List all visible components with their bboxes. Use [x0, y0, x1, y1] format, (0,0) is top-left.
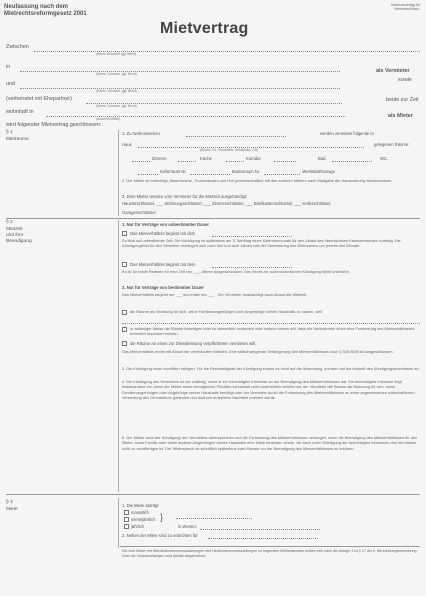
s3-in-worten: in Worten: [178, 524, 198, 529]
s3-in-worten-line[interactable] [200, 529, 320, 530]
s3-footer-text: Die vom Mieter mit Betriebskostenvorauszahlungen und Heizkostenvorauszahlungen zu tragenden Betriebskosten richten sich nach der Anlage 3 zu § 27 der II. Berechnungsverordnung. Über die Vorauszahlungen wird jährlich abgerechnet. [122, 549, 418, 558]
header-left [4, 4, 87, 18]
s2-b-text2: Das Mietverhältnis endet mit Ablauf der vereinbarten Mietzeit. Eine stillschweigende Verlängerung des Mietverhältnisses nach § 545 BGB ist ausgeschlossen. [122, 349, 394, 354]
s2-divider [118, 220, 119, 492]
s1-bad: Bad, [318, 156, 327, 161]
s1-item2: 2. Der Mieter ist berechtigt, Waschküche, Trockenboden und Hof gemeinschaftlich mit den anderen Mietern nach Maßgabe der Hausordnung mitzubenutzen. [122, 178, 393, 183]
s2-d: 4. Die Kündigung des Vermieters ist nur zulässig, wenn er ein berechtigtes Interesse an der Beendigung des Mietverhältnisses hat. Ein berechtigtes Interesse liegt insbesondere vor, wenn der Mieter seine vertraglichen Pflichten schuldhaft nicht unerheblich verletzt hat, der Vermieter die Räume als Wohnung für sich, seine Familienangehörigen oder Angehörige seines Haushalts benötigt oder der Vermieter durch die Fortsetzung des Mietverhältnisses an einer angemessenen wirtschaftlichen Verwertung des Grundstücks gehindert und dadurch erhebliche Nachteile erleiden würde. [122, 379, 415, 401]
s2-b-checkbox2[interactable] [122, 327, 127, 332]
s2-num: § 2 [6, 220, 13, 225]
header-left-line2: Mietrechtsreformgesetz 2001 [4, 11, 87, 17]
s1-haus-hint: (Straße, Nr., Stockwerk, rechts/links, Ort) [200, 148, 258, 152]
s2-b-checkbox3[interactable] [122, 341, 127, 346]
s1-item1-right: werden vermietet folgende in [320, 131, 374, 136]
bad-field-pre[interactable] [274, 161, 296, 162]
s3-footer-rule [120, 546, 420, 547]
s2-a2-box-label: Das Mietverhältnis beginnt mit dem [130, 262, 196, 267]
s2-a2-checkbox[interactable] [122, 262, 127, 267]
bad-field[interactable] [332, 161, 372, 162]
keller-field[interactable] [190, 174, 230, 175]
boden-field[interactable] [264, 174, 300, 175]
s3-jaehrlich-checkbox[interactable] [124, 524, 129, 529]
korridor-field[interactable] [226, 161, 244, 162]
s1-keys: Haustürschlüssel, ___ Wohnungsschlüssel, ___ Zimmerschlüssel, ___ Briefkastenschlüssel, ___ Kellerschlüssel [122, 201, 331, 206]
s2-b-text: Das Mietverhältnis beginnt am ___ und endet am ___ . Der Vermieter beabsichtigt nach Ablauf der Mietzeit [122, 292, 307, 297]
s3-jaehrlich: jährlich [131, 524, 145, 529]
s1-wc: WC, [380, 156, 389, 161]
s3-brace: } [160, 512, 164, 522]
s1-boden: Bodenraum Nr. [232, 169, 261, 174]
vermieter-address-line[interactable] [20, 71, 340, 72]
between-label: Zwischen [6, 44, 29, 50]
hint-vermieter-name: (Name, Vorname, ggf. Beruf) [96, 72, 137, 76]
header-left-line1: Neufassung nach dem [4, 4, 69, 10]
s3-vierteljaehrlich: vierteljährlich [131, 517, 156, 522]
s3-item1: 1. Die Miete beträgt [122, 503, 159, 508]
s3-vierteljaehrlich-checkbox[interactable] [124, 517, 129, 522]
s2-a-date-line[interactable] [212, 236, 292, 237]
sowie: sowie [398, 77, 412, 83]
s1-gelegenen: gelegenen Räume: [374, 142, 410, 147]
s2-a-text: Es läuft auf unbestimmte Zeit. Die Kündigung ist spätestens am 3. Werktag eines Kalendermonats für den Ablauf des übernächsten Kalendermonats zulässig. Die Kündigungsfrist für den Vermieter verlängert sich nach fünf und acht Jahren seit der Überlassung des Wohnraums um jeweils drei Monate. [122, 238, 401, 249]
s1-keller: Kellerraum Nr. [160, 169, 187, 174]
s2-b-heading: 2. Nur für Verträge von bestimmter Dauer [122, 285, 204, 290]
keller-field-pre[interactable] [138, 174, 158, 175]
s2-b-checkbox1[interactable] [122, 310, 127, 315]
s2-a-box-label: Das Mietverhältnis beginnt mit dem [130, 231, 196, 236]
s3-nebenkosten-line[interactable] [208, 538, 318, 539]
beide-zur-zeit: beide zur Zeit [386, 97, 419, 103]
s1-korridor: Korridor [246, 156, 261, 161]
s1-garage: , Werkstatt/Garage [300, 169, 336, 174]
s2-b-box1-label: die Räume als Wohnung für sich, seine Familienangehörigen oder Angehörige seines Haushalts zu nutzen, weil [130, 309, 323, 314]
s3-title: Miete [6, 507, 18, 512]
s2-separator [6, 218, 420, 219]
hint-mieter-name: (Name, Vorname, ggf. Beruf) [96, 89, 137, 93]
s1-garage-keys: Garagenschlüssel [122, 210, 156, 215]
s3-miete-amount-line[interactable] [176, 518, 252, 519]
zimmer-field[interactable] [132, 161, 150, 162]
mieter-name-line[interactable] [20, 88, 340, 89]
kueche-field[interactable] [178, 161, 196, 162]
hint-anschrift: (Anschrift Mieter) [96, 117, 121, 121]
s3-num: § 3 [6, 500, 13, 505]
s2-title2: und ihre [6, 233, 24, 238]
s2-c: 3. Die Kündigung muss schriftlich erfolgen. Für die Rechtzeitigkeit der Kündigung kommt es nicht auf die Absendung, sondern auf die Ankunft des Kündigungsschreibens an. [122, 366, 420, 371]
als-mieter: als Mieter [388, 113, 413, 119]
s3-item2: 2. Neben der Miete sind zu entrichten für [122, 533, 198, 538]
vermieter-name-line[interactable] [34, 51, 420, 52]
verheiratet-label: (verheiratet mit Ehepartner) [6, 96, 72, 102]
s1-item1: 1. Zu Wohnzwecken [122, 131, 160, 136]
header-right-line1: Vordruckverlag für [390, 3, 420, 7]
s2-b-box3-label: die Räume an einen zur Dienstleistung Verpflichteten vermieten will. [130, 341, 257, 346]
s1-zweck-line[interactable] [186, 136, 286, 137]
s2-e: 5. Der Mieter kann der Kündigung des Vermieters widersprechen und die Fortsetzung des Mietverhältnisses verlangen, wenn die Beendigung des Mietverhältnisses für den Mieter, seine Familie oder einen anderen Angehörigen seines Haushalts eine Härte bedeuten würde, die auch unter Würdigung der berechtigten Interessen des Vermieters nicht zu rechtfertigen ist. Der Widerspruch ist schriftlich spätestens zwei Monate vor der Beendigung des Mietverhältnisses zu erklären. [122, 435, 418, 451]
s2-a2-text: Es ist für beide Parteien für eine Zeit von ___ Jahren ausgeschlossen. Das Recht zur außerordentlichen Kündigung bleibt unberührt. [122, 269, 350, 274]
s1-kueche: Küche [200, 156, 212, 161]
mieter-address-line[interactable] [46, 116, 346, 117]
s1-title: Mieträume [6, 137, 29, 142]
als-vermieter: als Vermieter [376, 68, 410, 74]
header-right [391, 3, 420, 12]
hint-name-addr: (Name, Anschrift, ggf. Beruf) [96, 52, 137, 56]
s2-b-reason-line[interactable] [122, 323, 420, 324]
in-label: in [6, 64, 11, 70]
s1-num: § 1 [6, 130, 13, 135]
s1-haus: Haus [122, 142, 132, 147]
s1-zimmer: Zimmer, [152, 156, 168, 161]
page-title: Mietvertrag [160, 20, 249, 37]
s2-a-heading: 1. Nur für Verträge von unbestimmter Dauer [122, 222, 210, 227]
s2-a-checkbox[interactable] [122, 231, 127, 236]
s3-monatlich: monatlich [131, 510, 149, 515]
s1-divider [118, 130, 119, 216]
s2-a2-date-line[interactable] [212, 267, 292, 268]
wohnhaft-label: wohnhaft in [6, 109, 34, 115]
s3-separator [6, 494, 420, 495]
header-right-line2: Vermieter/Haus- [394, 7, 420, 12]
s2-b-box2-label: in zulässiger Weise die Räume beseitigen oder so wesentlich verändern oder instand setzen will, dass die Maßnahmen durch eine Fortsetzung des Mietverhältnisses erheblich erschwert würden. [130, 326, 415, 337]
agreed-text: wird folgender Mietvertrag geschlossen: [6, 122, 102, 128]
s2-title1: Mietzeit [6, 227, 23, 232]
s1-item3: 3. Dem Mieter werden vom Vermieter für die Mietzeit ausgehändigt: [122, 194, 248, 199]
s3-monatlich-checkbox[interactable] [124, 510, 129, 515]
s3-divider [118, 498, 119, 548]
s2-title3: Beendigung [6, 239, 32, 244]
und-label: und [6, 81, 15, 87]
hint-mieter-name2: (Name, Vorname, ggf. Beruf) [96, 104, 137, 108]
